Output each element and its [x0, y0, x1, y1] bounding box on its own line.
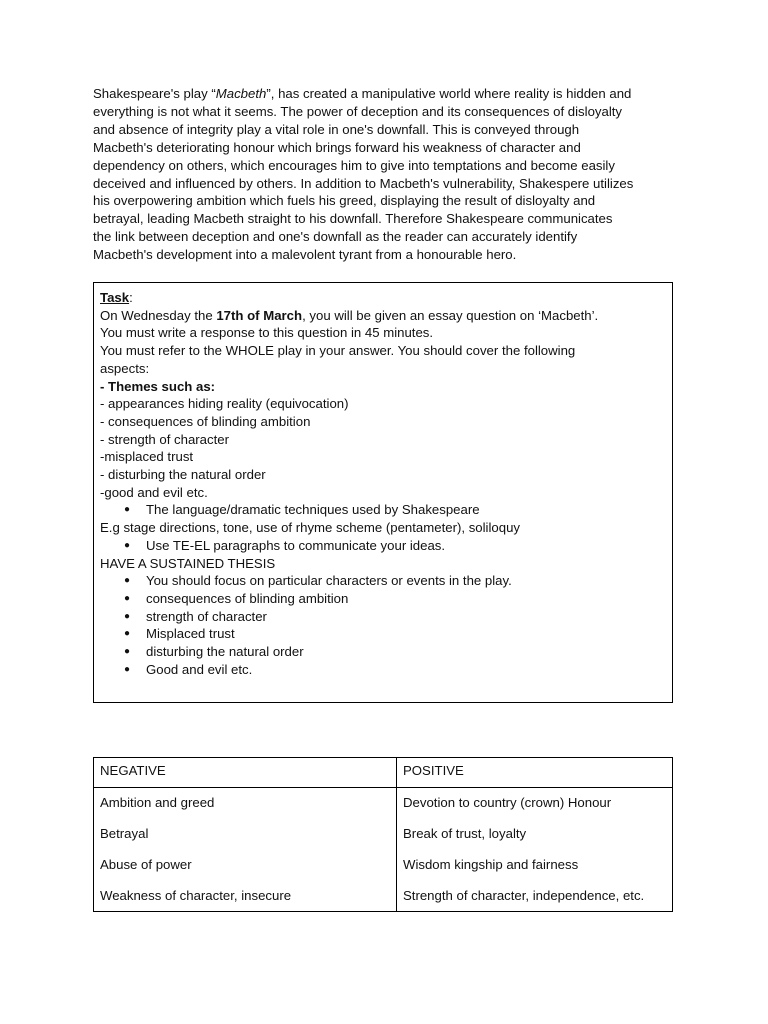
list-item: Wisdom kingship and fairness: [403, 857, 579, 872]
bullet-item: ● consequences of blinding ambition: [124, 590, 349, 606]
theme-item: -misplaced trust: [100, 449, 194, 465]
bullet-item: ● You should focus on particular characters or events in the play.: [124, 573, 512, 589]
intro-line: and absence of integrity play a vital role in one's downfall. This is conveyed through: [93, 121, 580, 137]
intro-line: Shakespeare's play “Macbeth”, has created a manipulative world where reality is hidden and: [93, 86, 632, 101]
task-line: You must refer to the WHOLE play in your answer. You should cover the following: [100, 343, 576, 359]
bullet-icon: ●: [124, 539, 131, 551]
bullet-icon: ●: [124, 504, 131, 516]
theme-item: - disturbing the natural order: [100, 467, 266, 483]
negative-positive-table: [93, 757, 673, 912]
negative-cell: [94, 788, 397, 912]
bullet-item: ● Good and evil etc.: [124, 661, 253, 677]
intro-line: deceived and influenced by others. In addition to Macbeth's vulnerability, Shakespere utilizes: [93, 175, 634, 191]
theme-item: - appearances hiding reality (equivocation): [100, 396, 349, 412]
bullet-item: ● strength of character: [124, 608, 267, 624]
bullet-icon: ●: [124, 592, 131, 604]
list-item: Break of trust, loyalty: [403, 826, 527, 841]
bullet-icon: ●: [124, 575, 131, 587]
list-item: Ambition and greed: [100, 795, 215, 810]
positive-cell: [397, 788, 673, 912]
bullet-item: ● Use TE-EL paragraphs to communicate your ideas.: [124, 537, 446, 553]
task-date-line: On Wednesday the 17th of March, you will be given an essay question on ‘Macbeth’.: [100, 307, 599, 323]
task-line: aspects:: [100, 360, 150, 376]
negative-header: NEGATIVE: [94, 758, 397, 788]
thesis-heading: HAVE A SUSTAINED THESIS: [100, 555, 276, 571]
theme-item: -good and evil etc.: [100, 484, 208, 500]
play-title: Macbeth: [215, 86, 267, 101]
bullet-item: ● The language/dramatic techniques used by Shakespeare: [124, 502, 480, 518]
bullet-icon: ●: [124, 610, 131, 622]
themes-heading: - Themes such as:: [100, 378, 216, 394]
bullet-icon: ●: [124, 628, 131, 640]
task-line: E.g stage directions, tone, use of rhyme scheme (pentameter), soliloquy: [100, 520, 521, 536]
task-heading: Task: [100, 290, 130, 305]
intro-line: Macbeth's development into a malevolent tyrant from a honourable hero.: [93, 247, 517, 263]
bullet-icon: ●: [124, 646, 131, 658]
positive-header: POSITIVE: [397, 758, 673, 788]
task-box: [93, 282, 673, 703]
table-header-row: [94, 758, 673, 788]
list-item: Devotion to country (crown) Honour: [403, 795, 612, 810]
list-item: Weakness of character, insecure: [100, 888, 292, 903]
bullet-icon: ●: [124, 663, 131, 675]
task-date: 17th of March: [216, 307, 303, 323]
bullet-item: ● Misplaced trust: [124, 626, 235, 642]
list-item: Betrayal: [100, 826, 149, 841]
intro-line: everything is not what it seems. The power of deception and its consequences of disloyalty: [93, 103, 623, 119]
intro-line: dependency on others, which encourages him to give into temptations and become easily: [93, 157, 615, 173]
bullet-item: ● disturbing the natural order: [124, 644, 304, 660]
intro-paragraph: [93, 85, 683, 264]
intro-line: betrayal, leading Macbeth straight to his downfall. Therefore Shakespeare communicates: [93, 211, 613, 227]
theme-item: - strength of character: [100, 431, 230, 447]
intro-line: the link between deception and one's downfall as the reader can accurately identify: [93, 229, 578, 245]
task-heading-row: Task:: [100, 290, 133, 305]
table-row: [94, 788, 673, 912]
theme-item: - consequences of blinding ambition: [100, 413, 311, 429]
intro-line: his overpowering ambition which fuels his greed, displaying the result of disloyalty and: [93, 193, 596, 209]
list-item: Strength of character, independence, etc.: [403, 888, 645, 903]
intro-line: Macbeth's deteriorating honour which brings forward his weakness of character and: [93, 139, 581, 155]
list-item: Abuse of power: [100, 857, 192, 872]
task-line: You must write a response to this question in 45 minutes.: [100, 325, 434, 341]
